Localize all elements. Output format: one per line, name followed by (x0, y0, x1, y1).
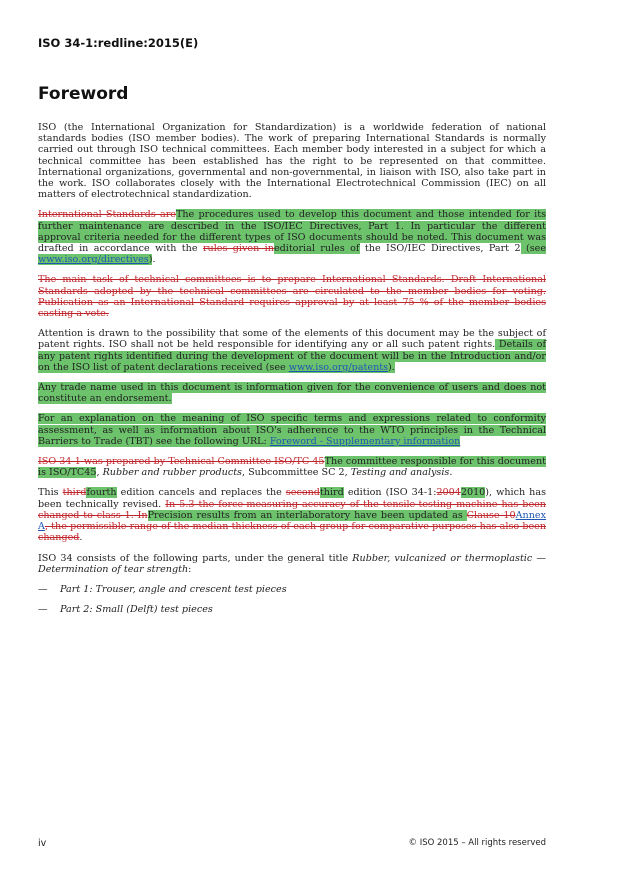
deleted-text: Clause 10 (466, 509, 516, 521)
inserted-text: The procedures used to develop this document and those intended for its further maintenance are described in the ISO/IEC Directives, Part 1. In particular the different approval criteria needed for the different types of ISO documents should be noted. This document was (38, 209, 546, 243)
paragraph-deleted-technical-committees (38, 274, 546, 319)
inserted-text: third (319, 487, 344, 499)
paragraph-conformity-assessment (38, 413, 546, 447)
plain-text: drafted in accordance with the (38, 243, 203, 255)
list-dash: — (38, 604, 48, 616)
list-item-text: Part 2: Small (Delft) test pieces (60, 604, 213, 616)
directives-link[interactable]: www.iso.org/directives (38, 254, 149, 266)
inserted-text: fourth (86, 487, 117, 499)
plain-text: the ISO/IEC Directives, Part 2 (359, 243, 521, 255)
paragraph-procedures (38, 209, 546, 265)
italic-text: Rubber, vulcanized or thermoplastic — Determination of tear strength (38, 552, 546, 575)
plain-text: edition cancels and replaces the (116, 487, 286, 499)
paragraph-iso-intro: ISO (the International Organization for Standardization) is a worldwide federation of national standards bodies (ISO member bodies). The work of preparing International Standards is normally carried out through ISO technical committees. Each member body interested in a subject for which a technical committee has been established has the right to be represented on that committee. International organizations, governmental and non-governmental, in liaison with ISO, also take part in the work. ISO collaborates closely with the International Electrotechnical Commission (IEC) on all matters of electrotechnical standardization. (38, 122, 546, 201)
plain-text: : (188, 563, 192, 575)
paragraph-patent-rights (38, 328, 546, 373)
plain-text: edition (ISO 34-1: (343, 487, 437, 499)
plain-text: ), which has been technically revised. (38, 487, 547, 510)
annex-a-link[interactable]: Annex A (38, 509, 546, 533)
deleted-text: third (62, 487, 87, 499)
deleted-text: The main task of technical committees is to prepare International Standards. Draft International Standards adopted by the technical committees are circulated to the member bodies for voting. Publication as an International Standard requires approval by at least 75 % of the member bodies casting a vote. (38, 274, 546, 320)
deleted-text: second (285, 487, 320, 499)
inserted-text: Details of any patent rights identified during the development of the document will be in the Introduction and/or on the ISO list of patent declarations received (see (38, 339, 546, 373)
inserted-text: 2010 (460, 487, 486, 499)
foreword-body (38, 122, 546, 624)
deleted-text: International Standards are (38, 209, 176, 221)
deleted-text: , the permissible range of the median thickness of each group for comparative purposes has also been changed (38, 521, 546, 544)
plain-text: , (96, 467, 103, 479)
inserted-text: The committee responsible for this document is ISO/TC45 (38, 456, 546, 479)
inserted-text: Precision results from an interlaboratory have been updated as (147, 509, 467, 521)
plain-text: . (152, 254, 156, 266)
page-title: Foreword (38, 84, 129, 104)
plain-text: ISO 34 consists of the following parts, under the general title (38, 552, 353, 564)
deleted-text: 2004 (436, 487, 461, 499)
deleted-text: In 5.3 the force-measuring accuracy of the tensile-testing machine has been changed to class 1. In (38, 498, 546, 521)
list-item-text: Part 1: Trouser, angle and crescent test pieces (60, 583, 287, 595)
paragraph-parts (38, 553, 546, 575)
inserted-text (38, 413, 546, 446)
inserted-text: editorial rules of (273, 243, 360, 255)
patents-link[interactable]: www.iso.org/patents (288, 361, 389, 373)
list-item (38, 604, 546, 615)
copyright-notice: © ISO 2015 – All rights reserved (408, 838, 546, 848)
deleted-text: rules given in (202, 243, 274, 255)
supplementary-info-link[interactable]: Foreword - Supplementary information (269, 435, 461, 447)
list-dash: — (38, 583, 48, 595)
plain-text: . (449, 467, 453, 479)
paragraph-trade-name (38, 382, 546, 404)
paragraph-committee (38, 456, 546, 478)
paragraph-edition (38, 487, 546, 543)
inserted-text: ). (388, 361, 395, 373)
inserted-text: (see (520, 243, 546, 255)
page-number: iv (38, 838, 47, 849)
italic-text: Testing and analysis (350, 467, 450, 479)
plain-text: This (38, 487, 63, 499)
inserted-text: Any trade name used in this document is information given for the convenience of users and does not constitute an endorsement. (38, 382, 546, 405)
list-item (38, 584, 546, 595)
italic-text: Rubber and rubber products (102, 467, 242, 479)
inserted-text: ) (148, 254, 153, 266)
deleted-text: ISO 34-1 was prepared by Technical Committee ISO/TC 45 (38, 456, 325, 468)
inserted-text: For an explanation on the meaning of ISO specific terms and expressions related to conformity assessment, as well as information about ISO's adherence to the WTO principles in the Technical Barriers to Trade (TBT) see the following URL: (38, 413, 546, 447)
plain-text: , Subcommittee SC 2, (242, 467, 351, 479)
document-reference: ISO 34-1:redline:2015(E) (38, 36, 199, 50)
plain-text: . (79, 532, 83, 544)
plain-text: Attention is drawn to the possibility that some of the elements of this document may be the subject of patent rights. ISO shall not be held responsible for identifying any or all such patent rights. (38, 328, 546, 351)
